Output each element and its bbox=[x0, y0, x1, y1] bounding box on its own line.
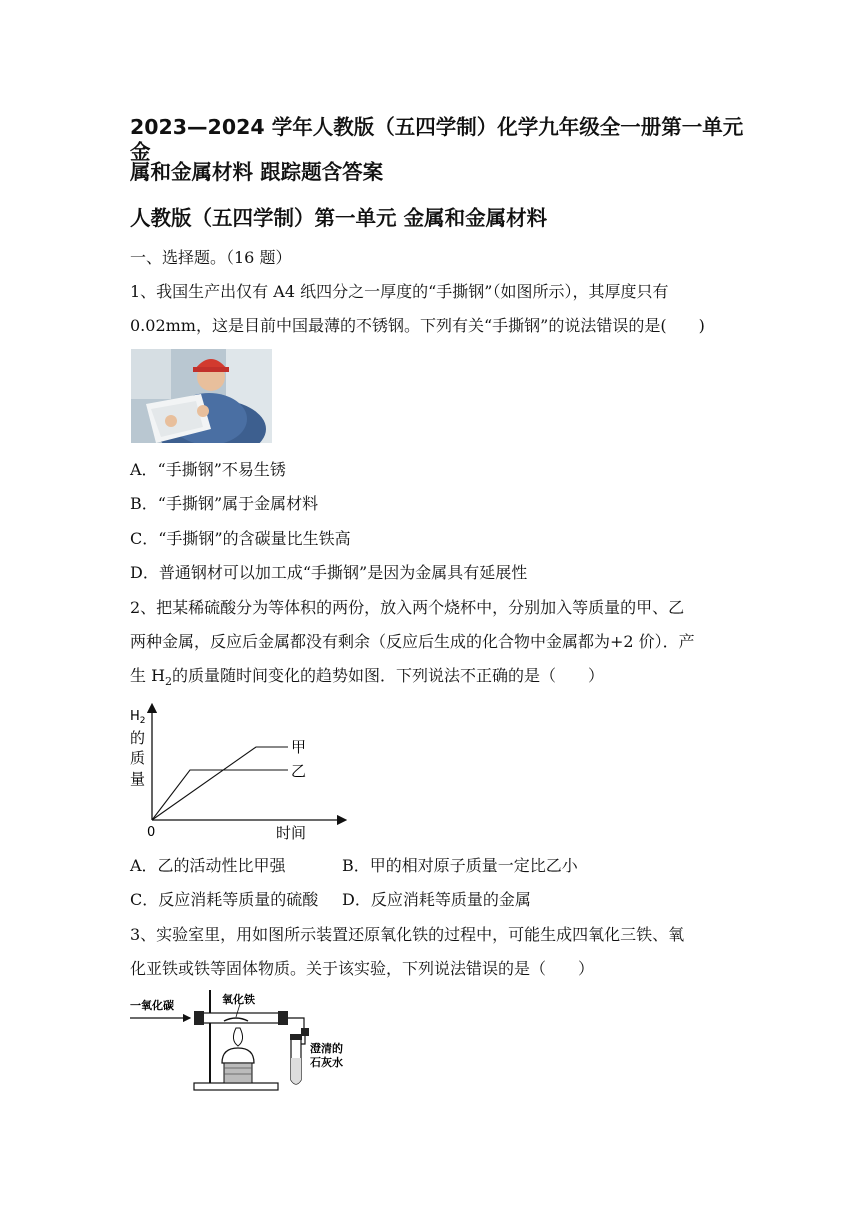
y-axis-label-char1: 的 bbox=[130, 729, 146, 747]
document-title-line2: 属和金属材料 跟踪题含答案 bbox=[130, 160, 384, 184]
q3-text-line2: 化亚铁或铁等固体物质。关于该实验，下列说法错误的是（ ） bbox=[130, 959, 595, 978]
label-lime-water-2: 石灰水 bbox=[310, 1056, 343, 1069]
q2-h2-time-graph bbox=[128, 700, 348, 844]
q1-text-line2: 0.02mm，这是目前中国最薄的不锈钢。下列有关“手撕钢”的说法错误的是( ) bbox=[130, 316, 705, 335]
q3-apparatus-diagram bbox=[128, 988, 368, 1092]
x-axis-label: 时间 bbox=[276, 824, 307, 842]
q2-option-c: C．反应消耗等质量的硫酸 bbox=[130, 890, 319, 909]
q2-text-line2: 两种金属，反应后金属都没有剩余（反应后生成的化合物中金属都为+2 价）．产 bbox=[130, 632, 695, 651]
q2-text-line3: 生 $H_2$的质量随时间变化的趋势如图．下列说法不正确的是（ ） bbox=[130, 666, 605, 689]
origin-label: 0 bbox=[147, 825, 156, 840]
document-subtitle: 人教版（五四学制）第一单元 金属和金属材料 bbox=[130, 206, 548, 230]
document-title-line1: 2023—2024 学年人教版（五四学制）化学九年级全一册第一单元 金 bbox=[130, 115, 744, 164]
outlet-pipe bbox=[288, 1018, 304, 1028]
q2-option-b: B．甲的相对原子质量一定比乙小 bbox=[342, 856, 578, 875]
y-axis-label-h: $H_2$ bbox=[130, 709, 146, 726]
worker-photo-illustration bbox=[131, 349, 272, 443]
flame bbox=[233, 1028, 242, 1046]
q1-worker-photo bbox=[131, 349, 272, 443]
q1-text-line1: 1、我国生产出仅有 A4 纸四分之一厚度的“手撕钢”（如图所示），其厚度只有 bbox=[130, 282, 669, 301]
q1-option-d: D．普通钢材可以加工成“手撕钢”是因为金属具有延展性 bbox=[130, 563, 528, 582]
series-jia-line bbox=[152, 747, 288, 820]
q1-option-c: C．“手撕钢”的含碳量比生铁高 bbox=[130, 529, 351, 548]
q3-text-line1: 3、实验室里，用如图所示装置还原氧化铁的过程中，可能生成四氧化三铁、氧 bbox=[130, 925, 685, 944]
section-heading: 一、选择题。（16 题） bbox=[130, 248, 292, 267]
tube-stopper-right bbox=[278, 1011, 288, 1025]
label-fe2o3: 氧化铁 bbox=[222, 993, 255, 1006]
series-yi-line bbox=[152, 770, 288, 820]
lime-water-liquid bbox=[291, 1058, 301, 1084]
series-jia-label: 甲 bbox=[291, 738, 307, 756]
label-lime-water-1: 澄清的 bbox=[310, 1042, 343, 1055]
iron-stand-base bbox=[194, 1083, 278, 1090]
q2-text-line1: 2、把某稀硫酸分为等体积的两份，放入两个烧杯中，分别加入等质量的甲、乙 bbox=[130, 598, 685, 617]
rubber-connector bbox=[301, 1028, 309, 1036]
y-axis-label-char2: 质 bbox=[130, 749, 146, 767]
q1-option-b: B．“手撕钢”属于金属材料 bbox=[130, 494, 319, 513]
alcohol-lamp bbox=[222, 1048, 254, 1063]
q1-option-a: A．“手撕钢”不易生锈 bbox=[130, 460, 286, 479]
q2-option-a: A．乙的活动性比甲强 bbox=[130, 856, 286, 875]
tube-stopper-left bbox=[194, 1011, 204, 1025]
y-axis-label-char3: 量 bbox=[130, 770, 146, 788]
test-tube-stopper bbox=[290, 1034, 302, 1040]
label-co: 一氧化碳 bbox=[130, 999, 174, 1012]
series-yi-label: 乙 bbox=[291, 762, 307, 780]
q2-option-d: D．反应消耗等质量的金属 bbox=[342, 890, 531, 909]
lamp-stand-block bbox=[224, 1063, 252, 1083]
